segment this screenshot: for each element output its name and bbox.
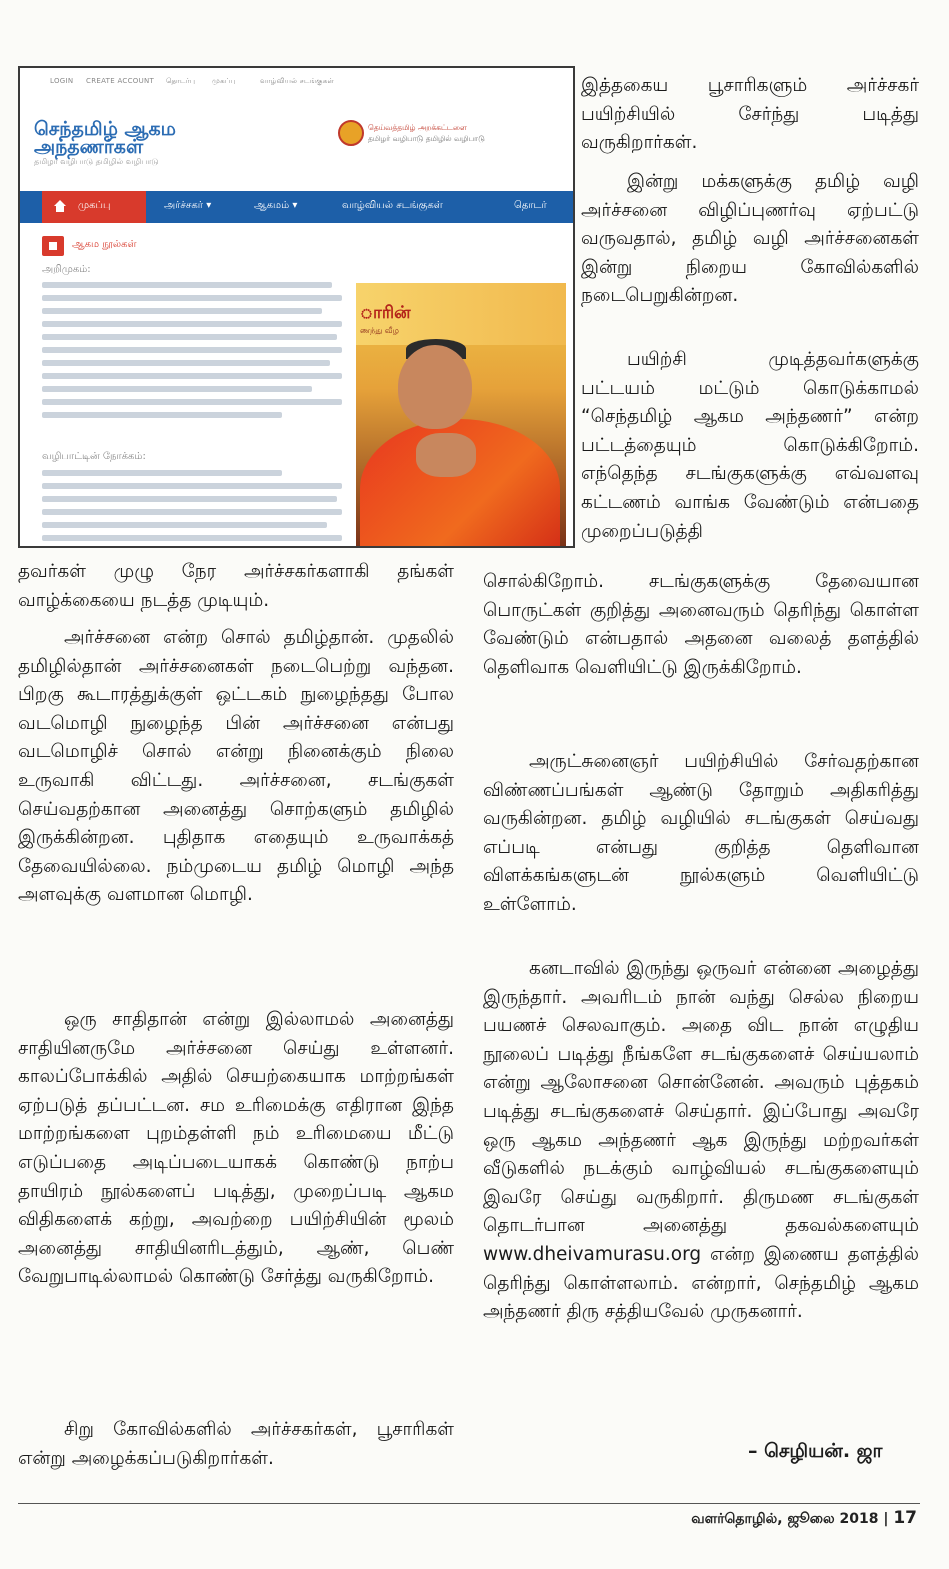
article-paragraph: ஒரு சாதிதான் என்று இல்லாமல் அனைத்து சாதியினருமே அர்ச்சனை செய்து உள்ளனர். காலப்போக்கில் அதில் செயற்கையாக மாற்றங்கள் ஏற்படுத் தப்பட்டன. சம உரிமைக்கு எதிரான இந்த மாற்றங்களை புறம்தள்ளி நம் உரிமையை மீட்டு எடுப்பதை அடிப்படையாகக் கொண்டு நாற்ப தாயிரம் நூல்களைப் படித்து, முறைப்படி ஆகம விதிகளைக் கற்று, அவற்றை பயிற்சியின் மூலம் அனைத்து சாதியினரிடத்தும், ஆண், பெண் வேறுபாடில்லாமல் கொண்டு சேர்த்து வருகிறோம். [18,1009,454,1288]
website-screenshot [18,66,575,548]
photo-banner: ாரின் ணந்து வீழ [356,283,566,345]
article-paragraph: இன்று மக்களுக்கு தமிழ் வழி அர்ச்சனை விழிப்புணர்வு ஏற்பட்டு வருவதால், தமிழ் வழி அர்ச்சனைகள் இன்று நிறைய கோவில்களில் நடைபெறுகின்றன. [581,171,919,307]
nav-rituals: வாழ்வியல் சடங்குகள் [342,200,443,211]
author-byline: – செழியன். ஜா [748,1440,883,1462]
nav-home: முகப்பு [42,191,146,223]
nav-agamam: ஆகமம் ▾ [254,200,298,211]
site-nav-bar [20,191,573,223]
page-footer [691,1508,917,1529]
article-paragraph: பயிற்சி முடித்தவர்களுக்கு பட்டயம் மட்டும் கொடுக்காமல் “செந்தமிழ் ஆகம அந்தணர்” என்ற பட்டத்தையும் கொடுக்கிறோம். எந்தெந்த சடங்குகளுக்கு எவ்வளவு கட்டணம் வாங்க வேண்டும் என்பதை முறைப்படுத்தி [581,349,919,542]
create-account-link: CREATE ACCOUNT [86,77,155,85]
home-link: முகப்பு [212,77,236,85]
article-paragraph: இத்தகைய பூசாரிகளும் அர்ச்சகர் பயிற்சியில் சேர்ந்து படித்து வருகிறார்கள். [581,75,919,154]
intro-blurred-text [42,282,342,425]
site-subtitle: தமிழர் வழிபாடு தமிழில் வழிபாடு [34,157,159,166]
nav-archakar: அர்ச்சகர் ▾ [164,200,212,211]
home-icon [54,200,66,206]
website-top-links [20,68,573,98]
article-paragraph: கனடாவில் இருந்து ஒருவர் என்னை அழைத்து இருந்தார். அவரிடம் நான் வந்து செல்ல நிறைய பயணச் செலவாகும். அதை விட நான் எழுதிய நூலைப் படித்து நீங்களே சடங்குகளைச் செய்யலாம் என்று ஆலோசனை சொன்னேன். அவரும் புத்தகம் படித்து சடங்குகளைச் செய்தார். இப்போது அவரே ஒரு ஆகம அந்தணர் ஆக இருந்து மற்றவர்கள் வீடுகளில் நடக்கும் வாழ்வியல் சடங்குகளையும் இவரே செய்து வருகிறார். திருமண சடங்குகள் தொடர்பான அனைத்து தகவல்களையும் www.dheivamurasu.org என்ற இணைய தளத்தில் தெரிந்து கொள்ளலாம். என்றார், செந்தமிழ் ஆகம அந்தணர் திரு சத்தியவேல் முருகனார். [483,958,919,1323]
trust-logo-text: தெய்வத்தமிழ் அறக்கட்டளை தமிழர் வழிபாடு தமிழில் வழிபாடு [368,123,485,143]
article-paragraph: சிறு கோவில்களில் அர்ச்சகர்கள், பூசாரிகள் என்று அழைக்கப்படுகிறார்கள். [18,1419,454,1469]
priest-photo [356,283,566,546]
nav-contact: தொடர் [514,200,547,211]
contact-link: தொடர்பு [166,77,196,85]
site-title: செந்தமிழ் ஆகம அந்தணர்கள் [34,118,176,158]
intro-heading: அறிமுகம்: [42,264,91,275]
trust-logo-icon [338,120,364,146]
article-paragraph: அருட்சுனைஞர் பயிற்சியில் சேர்வதற்கான விண்ணப்பங்கள் ஆண்டு தோறும் அதிகரித்து வருகின்றன. தமிழ் வழியில் சடங்குகள் செய்வது எப்படி என்பது குறித்த தெளிவான விளக்கங்களுடன் நூல்களும் வெளியிட்டு உள்ளோம். [483,751,919,915]
rituals-link: வாழ்வியல் சடங்குகள் [260,77,335,85]
publication-name: வளர்தொழில், ஜூலை 2018 [691,1511,879,1527]
worship-heading: வழிபாட்டின் நோக்கம்: [42,451,146,462]
article-paragraph: அர்ச்சனை என்ற சொல் தமிழ்தான். முதலில் தமிழில்தான் அர்ச்சனைகள் நடைபெற்று வந்தன. பிறகு கூடாரத்துக்குள் ஒட்டகம் நுழைந்தது போல வடமொழி நுழைந்த பின் அர்ச்சனை என்பது வடமொழிச் சொல் என்று நினைக்கும் நிலை உருவாகி விட்டது. அர்ச்சனை, சடங்குகள் செய்வதற்கான அனைத்து சொற்களும் தமிழில் இருக்கின்றன. புதிதாக எதையும் உருவாக்கத் தேவையில்லை. நம்முடைய தமிழ் மொழி அந்த அளவுக்கு வளமான மொழி. [18,627,454,906]
section-title: ஆகம நூல்கள் [72,239,137,250]
footer-rule [18,1503,920,1504]
article-paragraph: சொல்கிறோம். சடங்குகளுக்கு தேவையான பொருட்கள் குறித்து அனைவரும் தெரிந்து கொள்ள வேண்டும் என்பதால் அதனை வலைத் தளத்தில் தெளிவாக வெளியிட்டு இருக்கிறோம். [483,571,919,678]
worship-blurred-text [42,470,342,548]
book-icon [42,236,64,256]
page-number: 17 [893,1508,917,1528]
login-link: LOGIN [50,77,74,85]
footer-separator: | [883,1511,889,1527]
article-paragraph: தவர்கள் முழு நேர அர்ச்சகர்களாகி தங்கள் வாழ்க்கையை நடத்த முடியும். [18,561,454,611]
